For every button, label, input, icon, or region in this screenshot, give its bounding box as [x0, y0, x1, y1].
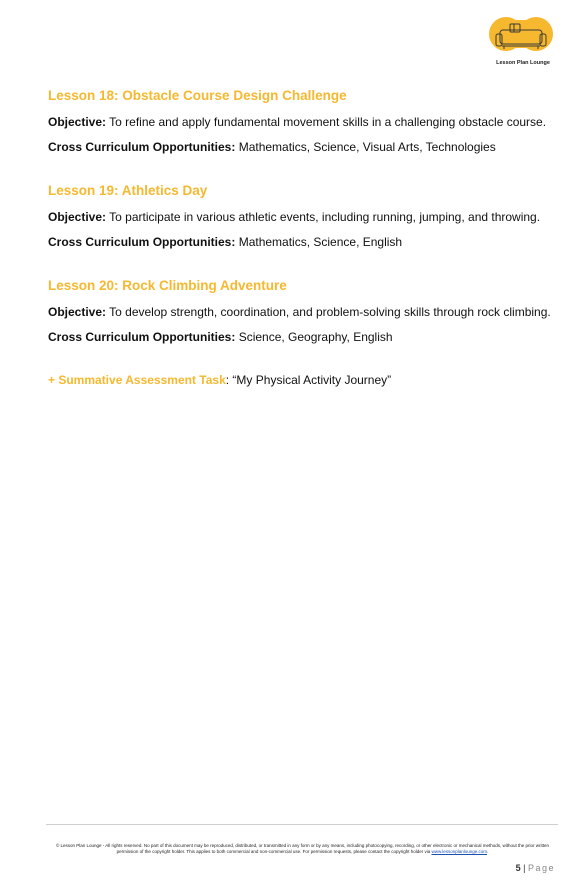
page-label: Page: [527, 863, 555, 873]
cross-curriculum-label: Cross Curriculum Opportunities:: [48, 140, 236, 154]
footer-copyright: [50, 843, 555, 855]
objective-label: Objective:: [48, 115, 107, 129]
brand-logo: [486, 14, 560, 70]
page-number: [516, 863, 555, 873]
lesson-20: [48, 278, 560, 346]
summative-assessment-label: + Summative Assessment Task: [48, 373, 226, 387]
lesson-cross-curriculum: [48, 234, 560, 251]
objective-label: Objective:: [48, 305, 107, 319]
cross-curriculum-text: Mathematics, Science, Visual Arts, Technologies: [235, 140, 496, 154]
lesson-objective: [48, 209, 560, 226]
website-link[interactable]: www.lessonplanlounge.com: [431, 849, 488, 854]
lesson-title: Lesson 20: Rock Climbing Adventure: [48, 278, 287, 293]
lesson-title: Lesson 18: Obstacle Course Design Challenge: [48, 88, 347, 103]
lesson-title: Lesson 19: Athletics Day: [48, 183, 208, 198]
summative-assessment: [48, 373, 560, 387]
lesson-cross-curriculum: [48, 139, 560, 156]
link-suffix: .: [487, 849, 489, 854]
lesson-cross-curriculum: [48, 329, 560, 346]
copyright-text: © Lesson Plan Lounge - All rights reserved. No part of this document may be reproduced, distributed, or transmitted in any form or by any means, including photocopying, recording, or other electronic or mechanical methods, without the prior written permission of the copyright holder. This applies to both commercial and non-commercial use. For permission requests, please contact the copyright holder via: [55, 843, 550, 854]
page-separator: |: [520, 863, 528, 873]
footer-divider: [46, 824, 558, 825]
cross-curriculum-label: Cross Curriculum Opportunities:: [48, 330, 236, 344]
lesson-content: [48, 88, 560, 387]
lesson-objective: [48, 304, 560, 321]
cross-curriculum-text: Science, Geography, English: [235, 330, 393, 344]
cross-curriculum-text: Mathematics, Science, English: [235, 235, 403, 249]
objective-text: To refine and apply fundamental movement skills in a challenging obstacle course.: [106, 115, 547, 129]
summative-assessment-title: : “My Physical Activity Journey”: [225, 373, 392, 387]
objective-text: To develop strength, coordination, and problem-solving skills through rock climbing.: [106, 305, 551, 319]
sofa-logo-icon: [486, 14, 560, 60]
lesson-objective: [48, 114, 560, 131]
objective-label: Objective:: [48, 210, 107, 224]
brand-name: Lesson Plan Lounge: [496, 60, 550, 66]
objective-text: To participate in various athletic events, including running, jumping, and throwing.: [106, 210, 541, 224]
cross-curriculum-label: Cross Curriculum Opportunities:: [48, 235, 236, 249]
lesson-18: [48, 88, 560, 156]
lesson-19: [48, 183, 560, 251]
page-number-value: 5: [515, 863, 521, 873]
